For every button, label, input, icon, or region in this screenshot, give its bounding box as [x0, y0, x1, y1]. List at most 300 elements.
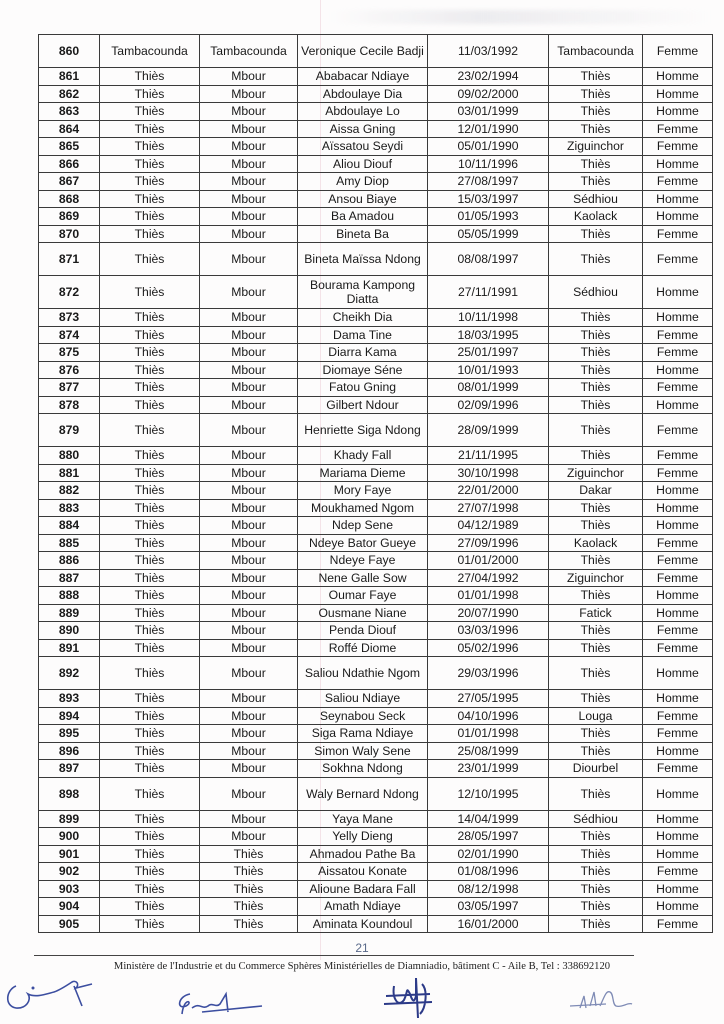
sex-cell: Femme: [643, 915, 713, 933]
birth-date-cell: 01/01/1998: [428, 725, 549, 743]
birth-date-cell: 27/07/1998: [428, 499, 549, 517]
full-name-cell: Roffé Diome: [298, 639, 428, 657]
row-number-cell: 896: [39, 742, 100, 760]
region-cell: Thiès: [100, 208, 200, 226]
birth-date-cell: 23/01/1999: [428, 760, 549, 778]
sex-cell: Homme: [643, 208, 713, 226]
sex-cell: Homme: [643, 742, 713, 760]
department-cell: Mbour: [200, 810, 298, 828]
region-cell: Tambacounda: [100, 35, 200, 68]
table-row: [39, 138, 713, 156]
full-name-cell: Yaya Mane: [298, 810, 428, 828]
department-cell: Mbour: [200, 225, 298, 243]
sex-cell: Homme: [643, 810, 713, 828]
sex-cell: Homme: [643, 657, 713, 690]
sex-cell: Homme: [643, 517, 713, 535]
department-cell: Mbour: [200, 760, 298, 778]
roster-table: [38, 34, 713, 933]
table-row: [39, 639, 713, 657]
row-number-cell: 868: [39, 190, 100, 208]
birth-date-cell: 14/04/1999: [428, 810, 549, 828]
sex-cell: Femme: [643, 225, 713, 243]
birth-place-cell: Thiès: [549, 326, 643, 344]
full-name-cell: Aliou Diouf: [298, 155, 428, 173]
department-cell: Mbour: [200, 396, 298, 414]
sex-cell: Homme: [643, 276, 713, 309]
department-cell: Mbour: [200, 138, 298, 156]
birth-date-cell: 27/09/1996: [428, 534, 549, 552]
full-name-cell: Oumar Faye: [298, 587, 428, 605]
region-cell: Thiès: [100, 103, 200, 121]
table-row: [39, 742, 713, 760]
region-cell: Thiès: [100, 85, 200, 103]
table-row: [39, 243, 713, 276]
department-cell: Mbour: [200, 828, 298, 846]
region-cell: Thiès: [100, 534, 200, 552]
full-name-cell: Veronique Cecile Badji: [298, 35, 428, 68]
row-number-cell: 879: [39, 414, 100, 447]
table-row: [39, 828, 713, 846]
birth-place-cell: Thiès: [549, 155, 643, 173]
department-cell: Mbour: [200, 569, 298, 587]
birth-place-cell: Thiès: [549, 379, 643, 397]
roster-table-body: [39, 35, 713, 933]
birth-date-cell: 04/10/1996: [428, 707, 549, 725]
table-row: [39, 482, 713, 500]
row-number-cell: 860: [39, 35, 100, 68]
birth-place-cell: Thiès: [549, 725, 643, 743]
birth-place-cell: Sédhiou: [549, 276, 643, 309]
table-row: [39, 309, 713, 327]
sex-cell: Femme: [643, 569, 713, 587]
table-row: [39, 414, 713, 447]
table-row: [39, 35, 713, 68]
row-number-cell: 865: [39, 138, 100, 156]
scan-bleed-through: [330, 10, 710, 24]
birth-date-cell: 22/01/2000: [428, 482, 549, 500]
department-cell: Mbour: [200, 173, 298, 191]
birth-place-cell: Ziguinchor: [549, 138, 643, 156]
department-cell: Mbour: [200, 499, 298, 517]
region-cell: Thiès: [100, 396, 200, 414]
birth-date-cell: 01/08/1996: [428, 863, 549, 881]
region-cell: Thiès: [100, 309, 200, 327]
sex-cell: Femme: [643, 464, 713, 482]
birth-place-cell: Thiès: [549, 898, 643, 916]
birth-place-cell: Thiès: [549, 85, 643, 103]
birth-date-cell: 20/07/1990: [428, 604, 549, 622]
region-cell: Thiès: [100, 379, 200, 397]
region-cell: Thiès: [100, 68, 200, 86]
row-number-cell: 862: [39, 85, 100, 103]
birth-place-cell: Thiès: [549, 173, 643, 191]
row-number-cell: 869: [39, 208, 100, 226]
sex-cell: Femme: [643, 138, 713, 156]
row-number-cell: 898: [39, 777, 100, 810]
row-number-cell: 866: [39, 155, 100, 173]
table-row: [39, 707, 713, 725]
birth-place-cell: Thiès: [549, 243, 643, 276]
birth-date-cell: 29/03/1996: [428, 657, 549, 690]
sex-cell: Homme: [643, 155, 713, 173]
birth-place-cell: Ziguinchor: [549, 569, 643, 587]
row-number-cell: 888: [39, 587, 100, 605]
sex-cell: Homme: [643, 482, 713, 500]
full-name-cell: Siga Rama Ndiaye: [298, 725, 428, 743]
birth-place-cell: Thiès: [549, 690, 643, 708]
birth-date-cell: 03/05/1997: [428, 898, 549, 916]
birth-date-cell: 27/11/1991: [428, 276, 549, 309]
birth-date-cell: 08/01/1999: [428, 379, 549, 397]
region-cell: Thiès: [100, 863, 200, 881]
table-row: [39, 622, 713, 640]
row-number-cell: 890: [39, 622, 100, 640]
birth-place-cell: Thiès: [549, 447, 643, 465]
full-name-cell: Penda Diouf: [298, 622, 428, 640]
department-cell: Mbour: [200, 622, 298, 640]
row-number-cell: 901: [39, 845, 100, 863]
department-cell: Mbour: [200, 120, 298, 138]
full-name-cell: Ansou Biaye: [298, 190, 428, 208]
full-name-cell: Aissa Gning: [298, 120, 428, 138]
department-cell: Mbour: [200, 690, 298, 708]
region-cell: Thiès: [100, 120, 200, 138]
birth-place-cell: Thiès: [549, 657, 643, 690]
birth-date-cell: 10/01/1993: [428, 361, 549, 379]
birth-date-cell: 05/02/1996: [428, 639, 549, 657]
sex-cell: Femme: [643, 622, 713, 640]
row-number-cell: 903: [39, 880, 100, 898]
birth-place-cell: Thiès: [549, 587, 643, 605]
birth-date-cell: 02/01/1990: [428, 845, 549, 863]
birth-place-cell: Kaolack: [549, 534, 643, 552]
full-name-cell: Ba Amadou: [298, 208, 428, 226]
signature-3-icon: [380, 974, 440, 1020]
row-number-cell: 864: [39, 120, 100, 138]
row-number-cell: 889: [39, 604, 100, 622]
birth-date-cell: 09/02/2000: [428, 85, 549, 103]
full-name-cell: Mariama Dieme: [298, 464, 428, 482]
full-name-cell: Ababacar Ndiaye: [298, 68, 428, 86]
department-cell: Mbour: [200, 276, 298, 309]
row-number-cell: 870: [39, 225, 100, 243]
department-cell: Mbour: [200, 517, 298, 535]
region-cell: Thiès: [100, 742, 200, 760]
birth-place-cell: Thiès: [549, 396, 643, 414]
department-cell: Mbour: [200, 208, 298, 226]
full-name-cell: Khady Fall: [298, 447, 428, 465]
department-cell: Thiès: [200, 845, 298, 863]
region-cell: Thiès: [100, 225, 200, 243]
table-row: [39, 863, 713, 881]
table-row: [39, 396, 713, 414]
sex-cell: Femme: [643, 447, 713, 465]
full-name-cell: Dama Tine: [298, 326, 428, 344]
full-name-cell: Ousmane Niane: [298, 604, 428, 622]
birth-date-cell: 15/03/1997: [428, 190, 549, 208]
birth-date-cell: 27/05/1995: [428, 690, 549, 708]
region-cell: Thiès: [100, 639, 200, 657]
birth-place-cell: Thiès: [549, 742, 643, 760]
sex-cell: Homme: [643, 604, 713, 622]
birth-date-cell: 05/01/1990: [428, 138, 549, 156]
birth-date-cell: 01/05/1993: [428, 208, 549, 226]
sex-cell: Homme: [643, 828, 713, 846]
sex-cell: Femme: [643, 35, 713, 68]
table-row: [39, 464, 713, 482]
department-cell: Mbour: [200, 344, 298, 362]
row-number-cell: 894: [39, 707, 100, 725]
region-cell: Thiès: [100, 243, 200, 276]
full-name-cell: Yelly Dieng: [298, 828, 428, 846]
department-cell: Thiès: [200, 898, 298, 916]
row-number-cell: 871: [39, 243, 100, 276]
birth-place-cell: Thiès: [549, 828, 643, 846]
sex-cell: Homme: [643, 845, 713, 863]
full-name-cell: Bineta Maïssa Ndong: [298, 243, 428, 276]
birth-date-cell: 23/02/1994: [428, 68, 549, 86]
table-row: [39, 499, 713, 517]
department-cell: Mbour: [200, 482, 298, 500]
department-cell: Mbour: [200, 552, 298, 570]
birth-date-cell: 10/11/1998: [428, 309, 549, 327]
birth-place-cell: Sédhiou: [549, 810, 643, 828]
table-row: [39, 810, 713, 828]
birth-place-cell: Fatick: [549, 604, 643, 622]
region-cell: Thiès: [100, 777, 200, 810]
department-cell: Mbour: [200, 155, 298, 173]
sex-cell: Femme: [643, 725, 713, 743]
signature-2-icon: [172, 988, 272, 1022]
table-row: [39, 103, 713, 121]
full-name-cell: Nene Galle Sow: [298, 569, 428, 587]
birth-date-cell: 25/01/1997: [428, 344, 549, 362]
row-number-cell: 885: [39, 534, 100, 552]
full-name-cell: Aminata Koundoul: [298, 915, 428, 933]
department-cell: Mbour: [200, 190, 298, 208]
row-number-cell: 904: [39, 898, 100, 916]
birth-date-cell: 08/12/1998: [428, 880, 549, 898]
birth-date-cell: 28/05/1997: [428, 828, 549, 846]
department-cell: Mbour: [200, 414, 298, 447]
row-number-cell: 902: [39, 863, 100, 881]
sex-cell: Femme: [643, 243, 713, 276]
region-cell: Thiès: [100, 276, 200, 309]
table-row: [39, 225, 713, 243]
birth-date-cell: 01/01/2000: [428, 552, 549, 570]
department-cell: Mbour: [200, 742, 298, 760]
region-cell: Thiès: [100, 690, 200, 708]
sex-cell: Femme: [643, 379, 713, 397]
row-number-cell: 876: [39, 361, 100, 379]
birth-date-cell: 27/08/1997: [428, 173, 549, 191]
birth-place-cell: Thiès: [549, 361, 643, 379]
sex-cell: Homme: [643, 190, 713, 208]
row-number-cell: 884: [39, 517, 100, 535]
department-cell: Mbour: [200, 587, 298, 605]
row-number-cell: 881: [39, 464, 100, 482]
department-cell: Mbour: [200, 103, 298, 121]
table-row: [39, 898, 713, 916]
birth-date-cell: 04/12/1989: [428, 517, 549, 535]
birth-place-cell: Ziguinchor: [549, 464, 643, 482]
full-name-cell: Aïssatou Seydi: [298, 138, 428, 156]
row-number-cell: 893: [39, 690, 100, 708]
sex-cell: Homme: [643, 361, 713, 379]
region-cell: Thiès: [100, 828, 200, 846]
birth-date-cell: 10/11/1996: [428, 155, 549, 173]
row-number-cell: 882: [39, 482, 100, 500]
birth-place-cell: Thiès: [549, 863, 643, 881]
region-cell: Thiès: [100, 173, 200, 191]
full-name-cell: Abdoulaye Dia: [298, 85, 428, 103]
full-name-cell: Henriette Siga Ndong: [298, 414, 428, 447]
sex-cell: Femme: [643, 707, 713, 725]
full-name-cell: Simon Waly Sene: [298, 742, 428, 760]
department-cell: Mbour: [200, 534, 298, 552]
department-cell: Mbour: [200, 604, 298, 622]
full-name-cell: Moukhamed Ngom: [298, 499, 428, 517]
birth-place-cell: Thiès: [549, 845, 643, 863]
row-number-cell: 895: [39, 725, 100, 743]
sex-cell: Homme: [643, 880, 713, 898]
row-number-cell: 880: [39, 447, 100, 465]
row-number-cell: 897: [39, 760, 100, 778]
region-cell: Thiès: [100, 622, 200, 640]
full-name-cell: Ndeye Faye: [298, 552, 428, 570]
sex-cell: Homme: [643, 499, 713, 517]
table-row: [39, 552, 713, 570]
table-row: [39, 85, 713, 103]
birth-date-cell: 02/09/1996: [428, 396, 549, 414]
table-row: [39, 915, 713, 933]
full-name-cell: Ahmadou Pathe Ba: [298, 845, 428, 863]
sex-cell: Femme: [643, 863, 713, 881]
department-cell: Thiès: [200, 863, 298, 881]
birth-place-cell: Dakar: [549, 482, 643, 500]
birth-place-cell: Thiès: [549, 68, 643, 86]
department-cell: Mbour: [200, 326, 298, 344]
region-cell: Thiès: [100, 517, 200, 535]
birth-date-cell: 27/04/1992: [428, 569, 549, 587]
region-cell: Thiès: [100, 898, 200, 916]
sex-cell: Femme: [643, 344, 713, 362]
department-cell: Mbour: [200, 639, 298, 657]
birth-date-cell: 11/03/1992: [428, 35, 549, 68]
sex-cell: Homme: [643, 103, 713, 121]
birth-place-cell: Thiès: [549, 344, 643, 362]
region-cell: Thiès: [100, 810, 200, 828]
birth-date-cell: 25/08/1999: [428, 742, 549, 760]
full-name-cell: Sokhna Ndong: [298, 760, 428, 778]
row-number-cell: 905: [39, 915, 100, 933]
row-number-cell: 877: [39, 379, 100, 397]
sex-cell: Femme: [643, 639, 713, 657]
table-row: [39, 190, 713, 208]
page-number: 21: [355, 941, 369, 955]
department-cell: Mbour: [200, 447, 298, 465]
sex-cell: Homme: [643, 690, 713, 708]
row-number-cell: 886: [39, 552, 100, 570]
region-cell: Thiès: [100, 447, 200, 465]
department-cell: Thiès: [200, 915, 298, 933]
region-cell: Thiès: [100, 915, 200, 933]
birth-place-cell: Thiès: [549, 225, 643, 243]
row-number-cell: 892: [39, 657, 100, 690]
birth-date-cell: 16/01/2000: [428, 915, 549, 933]
row-number-cell: 887: [39, 569, 100, 587]
birth-date-cell: 28/09/1999: [428, 414, 549, 447]
sex-cell: Homme: [643, 68, 713, 86]
department-cell: Mbour: [200, 361, 298, 379]
birth-date-cell: 01/01/1998: [428, 587, 549, 605]
department-cell: Mbour: [200, 725, 298, 743]
birth-place-cell: Thiès: [549, 880, 643, 898]
table-row: [39, 880, 713, 898]
birth-date-cell: 21/11/1995: [428, 447, 549, 465]
footer-divider: [34, 955, 634, 956]
birth-date-cell: 03/03/1996: [428, 622, 549, 640]
full-name-cell: Ndeye Bator Gueye: [298, 534, 428, 552]
birth-place-cell: Thiès: [549, 414, 643, 447]
region-cell: Thiès: [100, 482, 200, 500]
full-name-cell: Ndep Sene: [298, 517, 428, 535]
birth-place-cell: Thiès: [549, 499, 643, 517]
table-row: [39, 569, 713, 587]
table-row: [39, 344, 713, 362]
region-cell: Thiès: [100, 604, 200, 622]
full-name-cell: Amath Ndiaye: [298, 898, 428, 916]
full-name-cell: Fatou Gning: [298, 379, 428, 397]
region-cell: Thiès: [100, 464, 200, 482]
sex-cell: Homme: [643, 777, 713, 810]
birth-place-cell: Thiès: [549, 120, 643, 138]
birth-place-cell: Thiès: [549, 552, 643, 570]
full-name-cell: Diomaye Séne: [298, 361, 428, 379]
table-row: [39, 777, 713, 810]
table-row: [39, 155, 713, 173]
sex-cell: Femme: [643, 414, 713, 447]
department-cell: Mbour: [200, 309, 298, 327]
full-name-cell: Mory Faye: [298, 482, 428, 500]
full-name-cell: Waly Bernard Ndong: [298, 777, 428, 810]
table-row: [39, 657, 713, 690]
table-row: [39, 534, 713, 552]
full-name-cell: Bineta Ba: [298, 225, 428, 243]
birth-place-cell: Thiès: [549, 639, 643, 657]
region-cell: Thiès: [100, 326, 200, 344]
table-row: [39, 173, 713, 191]
signature-1-icon: [2, 976, 102, 1016]
table-row: [39, 68, 713, 86]
region-cell: Thiès: [100, 880, 200, 898]
table-row: [39, 120, 713, 138]
table-row: [39, 379, 713, 397]
birth-date-cell: 12/01/1990: [428, 120, 549, 138]
birth-place-cell: Sédhiou: [549, 190, 643, 208]
row-number-cell: 872: [39, 276, 100, 309]
row-number-cell: 875: [39, 344, 100, 362]
birth-place-cell: Thiès: [549, 103, 643, 121]
sex-cell: Femme: [643, 120, 713, 138]
birth-place-cell: Tambacounda: [549, 35, 643, 68]
table-row: [39, 725, 713, 743]
row-number-cell: 883: [39, 499, 100, 517]
full-name-cell: Alioune Badara Fall: [298, 880, 428, 898]
row-number-cell: 863: [39, 103, 100, 121]
birth-date-cell: 30/10/1998: [428, 464, 549, 482]
table-row: [39, 447, 713, 465]
